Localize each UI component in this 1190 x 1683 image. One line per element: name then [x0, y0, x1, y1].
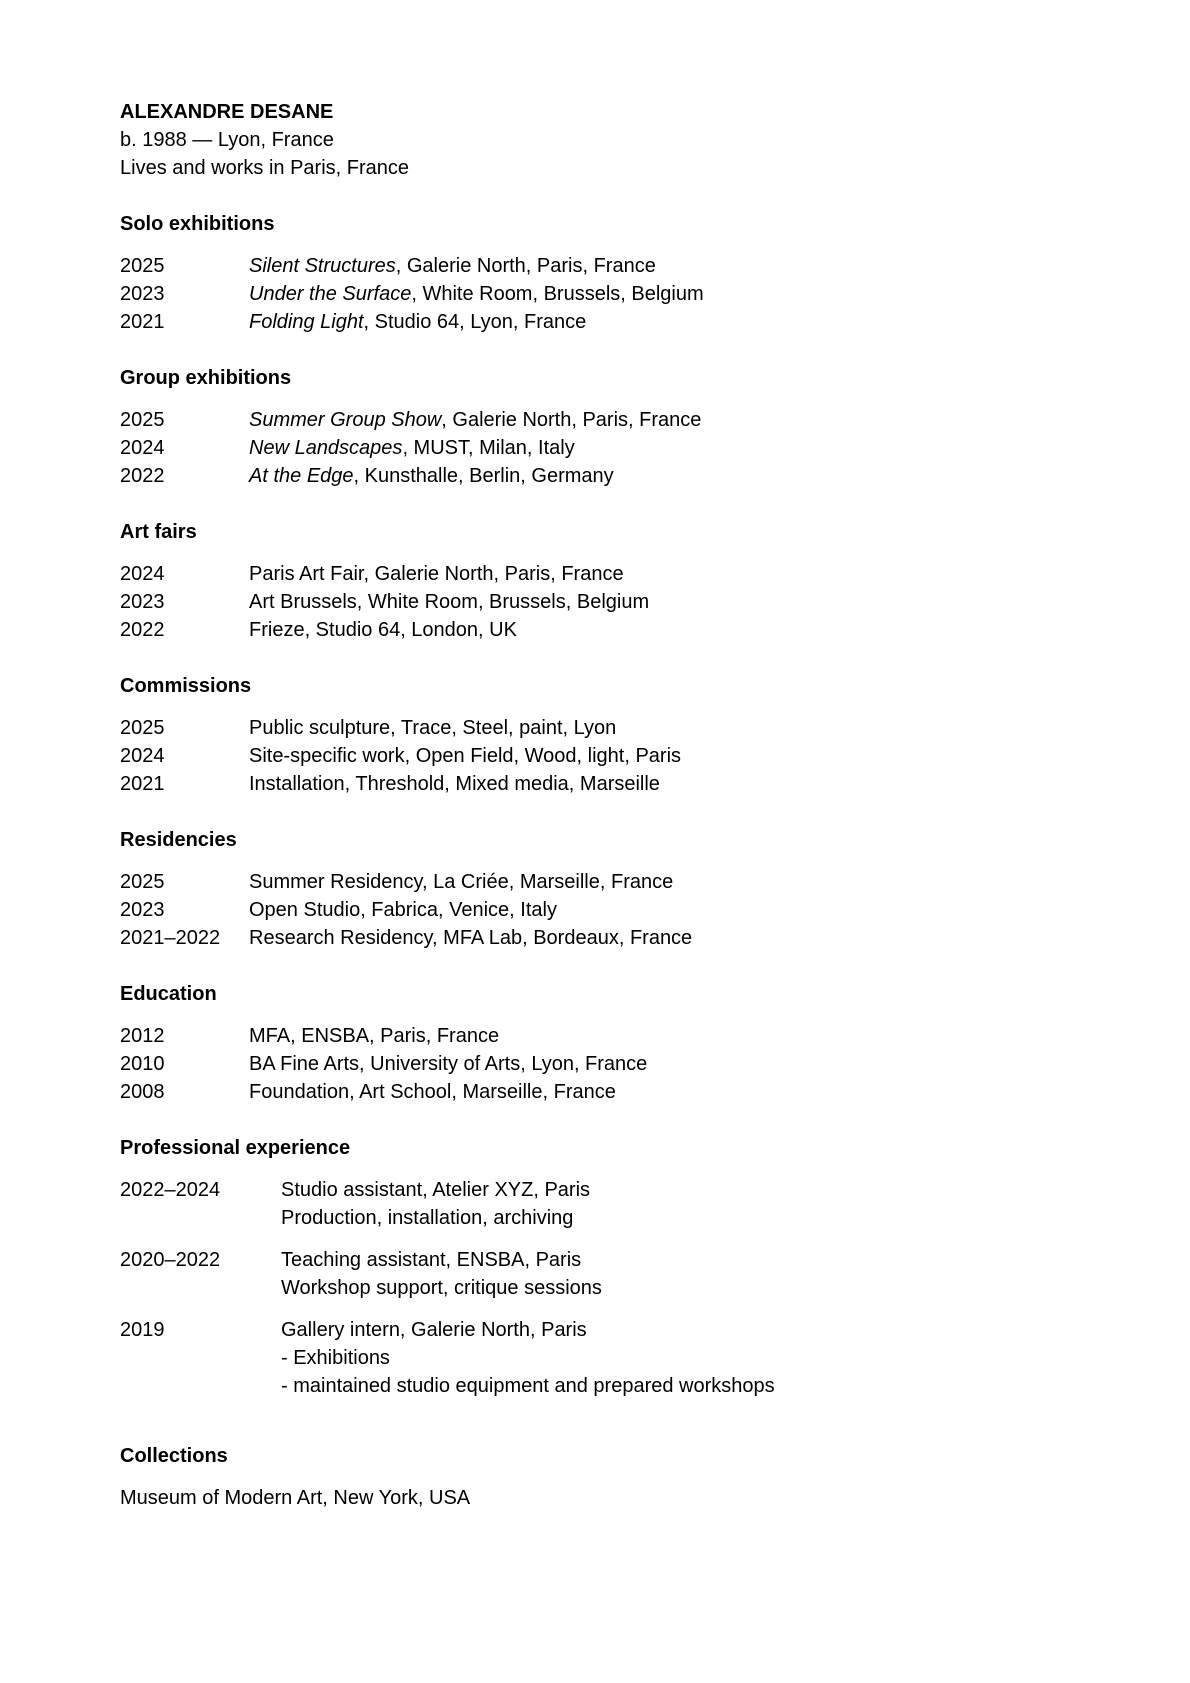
section-title: Art fairs: [120, 521, 197, 543]
entry-text: [249, 252, 656, 280]
entry-details: , Kunsthalle, Berlin, Germany: [353, 465, 614, 487]
work-title: Folding Light: [249, 311, 364, 333]
entry-details: , Galerie North, Paris, France: [441, 409, 702, 431]
work-title: Under the Surface: [249, 283, 412, 305]
entry-year: 2020–2022: [120, 1249, 221, 1271]
entry-year: 2024: [120, 745, 165, 767]
entry-year: 2025: [120, 871, 165, 893]
entry-description: [281, 1246, 602, 1302]
entry-text: Public sculpture, Trace, Steel, paint, Lyon: [249, 717, 617, 739]
entry-year: 2008: [120, 1081, 165, 1103]
entry-year: 2025: [120, 409, 165, 431]
section-professional-experience: [120, 1134, 1080, 1400]
entry-year: 2010: [120, 1053, 165, 1075]
entry-line: Production, installation, archiving: [281, 1207, 574, 1229]
list-item: [120, 1022, 1080, 1050]
entry-text: MFA, ENSBA, Paris, France: [249, 1025, 500, 1047]
entry-year: 2024: [120, 563, 165, 585]
list-item: [120, 1078, 1080, 1106]
cv-header: [120, 98, 1080, 182]
section-art-fairs: [120, 518, 1080, 644]
entry-text: Foundation, Art School, Marseille, France: [249, 1081, 616, 1103]
list-item: [120, 868, 1080, 896]
entry-line: Teaching assistant, ENSBA, Paris: [281, 1249, 582, 1271]
entry-year: 2025: [120, 717, 165, 739]
list-item: [120, 1050, 1080, 1078]
entry-text: Frieze, Studio 64, London, UK: [249, 619, 517, 641]
entry-line: Workshop support, critique sessions: [281, 1277, 602, 1299]
section-collections: [120, 1442, 1080, 1512]
list-item: [120, 616, 1080, 644]
entry-line: - Exhibitions: [281, 1347, 390, 1369]
section-title: Education: [120, 983, 217, 1005]
section-title: Professional experience: [120, 1137, 351, 1159]
entry-details: , MUST, Milan, Italy: [402, 437, 575, 459]
list-item: [120, 714, 1080, 742]
entry-year: 2023: [120, 591, 165, 613]
list-item: [120, 770, 1080, 798]
section-group-exhibitions: [120, 364, 1080, 490]
section-commissions: [120, 672, 1080, 798]
entry-text: [249, 280, 704, 308]
entry-text: Installation, Threshold, Mixed media, Marseille: [249, 773, 660, 795]
cv-document: [120, 98, 1080, 1512]
entry-year: 2022–2024: [120, 1179, 221, 1201]
section-title: Residencies: [120, 829, 237, 851]
collection-item: Museum of Modern Art, New York, USA: [120, 1487, 471, 1509]
list-item: [120, 252, 1080, 280]
section-title: Group exhibitions: [120, 367, 292, 389]
entry-year: 2023: [120, 899, 165, 921]
list-item: [120, 896, 1080, 924]
entry-year: 2012: [120, 1025, 165, 1047]
entry-details: , White Room, Brussels, Belgium: [411, 283, 704, 305]
work-title: At the Edge: [249, 465, 354, 487]
list-item: [120, 588, 1080, 616]
work-title: Summer Group Show: [249, 409, 442, 431]
entry-text: Site-specific work, Open Field, Wood, light, Paris: [249, 745, 682, 767]
entry-year: 2022: [120, 465, 165, 487]
residence-info: Lives and works in Paris, France: [120, 157, 410, 179]
entry-year: 2023: [120, 283, 165, 305]
entry-text: [249, 406, 701, 434]
section-title: Solo exhibitions: [120, 213, 275, 235]
list-item: [120, 462, 1080, 490]
entry-line: - maintained studio equipment and prepared workshops: [281, 1375, 775, 1397]
entry-text: Open Studio, Fabrica, Venice, Italy: [249, 899, 557, 921]
section-solo-exhibitions: [120, 210, 1080, 336]
list-item: [120, 1316, 1080, 1400]
entry-text: Summer Residency, La Criée, Marseille, France: [249, 871, 674, 893]
birth-info: b. 1988 — Lyon, France: [120, 129, 334, 151]
entry-year: 2019: [120, 1319, 165, 1341]
section-title: Collections: [120, 1445, 228, 1467]
section-residencies: [120, 826, 1080, 952]
entry-text: Art Brussels, White Room, Brussels, Belgium: [249, 591, 650, 613]
list-item: [120, 406, 1080, 434]
entry-text: Research Residency, MFA Lab, Bordeaux, France: [249, 927, 693, 949]
entry-details: , Galerie North, Paris, France: [395, 255, 656, 277]
entry-year: 2024: [120, 437, 165, 459]
entry-text: [249, 308, 586, 336]
list-item: [120, 308, 1080, 336]
list-item: [120, 1176, 1080, 1232]
list-item: [120, 1246, 1080, 1302]
entry-year: 2021–2022: [120, 927, 221, 949]
entry-line: Gallery intern, Galerie North, Paris: [281, 1319, 587, 1341]
list-item: [120, 280, 1080, 308]
entry-year: 2022: [120, 619, 165, 641]
work-title: Silent Structures: [249, 255, 396, 277]
list-item: [120, 924, 1080, 952]
entry-year: 2025: [120, 255, 165, 277]
list-item: [120, 434, 1080, 462]
entry-text: Paris Art Fair, Galerie North, Paris, France: [249, 563, 624, 585]
entry-description: [281, 1316, 775, 1400]
entry-details: , Studio 64, Lyon, France: [363, 311, 587, 333]
list-item: [120, 742, 1080, 770]
section-title: Commissions: [120, 675, 252, 697]
section-education: [120, 980, 1080, 1106]
artist-name: ALEXANDRE DESANE: [120, 101, 334, 123]
entry-year: 2021: [120, 773, 165, 795]
entry-line: Studio assistant, Atelier XYZ, Paris: [281, 1179, 591, 1201]
entry-text: [249, 434, 575, 462]
entry-text: [249, 462, 614, 490]
entry-description: [281, 1176, 590, 1232]
list-item: [120, 560, 1080, 588]
entry-text: BA Fine Arts, University of Arts, Lyon, France: [249, 1053, 648, 1075]
entry-year: 2021: [120, 311, 165, 333]
work-title: New Landscapes: [249, 437, 403, 459]
